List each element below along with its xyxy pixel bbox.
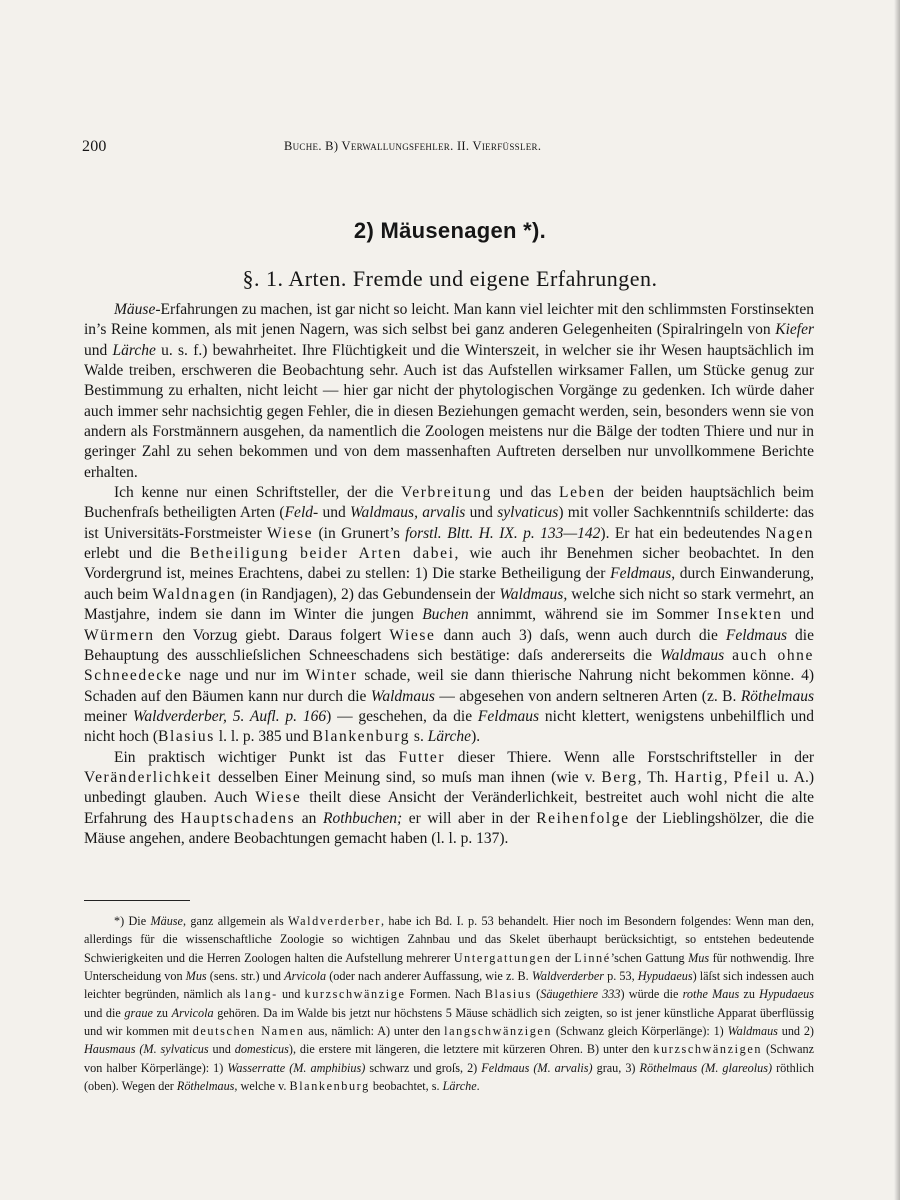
spaced-text: Blasius xyxy=(158,728,215,746)
text-run: wie auch ihr Benehmen sicher beobachtet. In den Vordergrund ist, meines Erachtens, dabei zu stellen: 1) Die starke Betheiligung der xyxy=(84,545,814,583)
spaced-text: Waldverderber xyxy=(288,914,381,928)
text-run: dieser Thiere. Wenn alle Forstschriftsteller in der xyxy=(445,748,814,766)
text-run: (Schwanz von halber Körperlänge): 1) xyxy=(84,1042,814,1075)
text-run: nage und nur im xyxy=(182,667,306,685)
text-run: ), die erstere mit längeren, die letztere mit kürzeren Ohren. B) unter den xyxy=(288,1042,654,1057)
italic-text: Feldmaus xyxy=(477,707,540,725)
italic-text: Feld- xyxy=(284,504,319,522)
spaced-text: langschwänzigen xyxy=(444,1024,553,1039)
text-run: Formen. Nach xyxy=(405,987,485,1002)
spaced-text: Hauptschadens xyxy=(180,809,296,827)
text-run: grau, 3) xyxy=(592,1060,640,1075)
text-run: , xyxy=(723,768,734,786)
text-run: (sens. str.) und xyxy=(206,969,285,984)
italic-text: Waldmaus, xyxy=(499,585,568,603)
spaced-text: Betheiligung beider Arten dabei, xyxy=(189,545,460,563)
text-run: er will aber in der xyxy=(402,809,537,827)
spaced-text: Reihenfolge xyxy=(536,809,630,827)
section-title: 2) Mäusenagen *). xyxy=(353,218,547,243)
text-run: (oder nach anderer Auffassung, wie z. B. xyxy=(326,969,532,984)
text-run: und xyxy=(84,341,113,359)
text-run: schwarz und groſs, 2) xyxy=(365,1060,482,1075)
italic-text: Röthelmaus xyxy=(740,687,814,705)
spaced-text: Untergattungen xyxy=(453,950,552,965)
spaced-text: Wiese xyxy=(389,626,436,644)
text-run: zu xyxy=(739,987,760,1002)
italic-text: forstl. Bltt. H. IX. p. 133—142 xyxy=(405,524,601,542)
text-run: u. A.) unbedingt glauben. Auch xyxy=(84,768,814,807)
text-run: -Erfahrungen zu machen, ist gar nicht so leicht. Man kann viel leichter mit den schlimmsten Forstinsekten in’s Reine kommen, als mit jenen Nagern, was sich selbst bei ganz anderen Gelegenheiten (Spiralringeln von xyxy=(84,301,814,339)
text-run: und xyxy=(318,504,351,522)
italic-text: graue xyxy=(124,1005,153,1020)
text-run: erlebt und die xyxy=(84,545,190,563)
text-run: und die xyxy=(84,1005,125,1020)
italic-text: Mäuse xyxy=(150,914,183,928)
text-run: , durch Einwanderung, auch beim xyxy=(84,565,814,603)
text-run: , ganz allgemein als xyxy=(182,914,289,928)
italic-text: Lärche xyxy=(112,341,156,359)
paragraph-3 xyxy=(84,748,814,850)
text-run: theilt diese Ansicht der Veränderlichkeit, bestreitet auch wohl nicht die alte Erfahrung des xyxy=(84,789,815,827)
text-run: und xyxy=(465,504,498,522)
italic-text: Buchen xyxy=(422,606,469,624)
spaced-text: Winter xyxy=(305,667,358,685)
footnote-rule xyxy=(84,900,190,901)
spaced-text: kurzschwänzige xyxy=(304,987,406,1002)
text-run: ) würde die xyxy=(620,987,683,1002)
italic-text: Waldmaus xyxy=(660,646,725,664)
italic-text: Feldmaus (M. arvalis) xyxy=(481,1060,593,1075)
italic-text: Mus xyxy=(688,950,710,965)
running-title: Buche. B) Verwallungsfehler. II. Vierfüssler. xyxy=(284,139,542,153)
text-run xyxy=(724,647,732,664)
spaced-text: Verbreitung xyxy=(401,484,492,502)
text-run: für nothwendig. Ihre Unterscheidung von xyxy=(84,950,814,984)
text-run: ) — geschehen, da die xyxy=(326,707,478,725)
spaced-text: Waldnagen xyxy=(152,585,237,603)
text-run: und xyxy=(277,987,305,1002)
text-run: *) Die xyxy=(114,914,151,928)
text-run: dann auch 3) daſs, wenn auch durch die xyxy=(435,626,726,644)
text-run: . xyxy=(476,1079,480,1094)
italic-text: Feldmaus xyxy=(725,626,788,644)
text-run: schade, weil sie dann thierische Nahrung nicht bekommen könne. 4) Schaden auf den Bäumen kann nur durch die xyxy=(84,667,814,705)
spaced-text: lang- xyxy=(244,987,278,1002)
text-run: der Lieblingshölzer, die die Mäuse angehen, andere Beobachtungen gemacht haben (l. l. p. 137). xyxy=(84,809,814,847)
spaced-text: Hartig xyxy=(674,768,724,786)
italic-text: Hypudaeus xyxy=(637,969,693,984)
text-run: nicht klettert, wenigstens unbehilflich und nicht hoch ( xyxy=(84,707,814,746)
text-run: (in Randjagen), 2) das Gebundensein der xyxy=(236,585,500,603)
spaced-text: Pfeil xyxy=(733,768,771,786)
text-run: die Behauptung des ausschlieſslichen Schneeschadens sich bestätige: daſs andererseits die xyxy=(84,626,814,664)
italic-text: Wasserratte (M. amphibius) xyxy=(227,1060,366,1075)
spaced-text: Blankenburg xyxy=(312,728,411,746)
text-run: (in Grunert’s xyxy=(313,524,406,542)
italic-text: Mus xyxy=(185,969,207,984)
text-run: und 2) xyxy=(777,1024,814,1039)
body-text xyxy=(84,300,814,849)
spaced-text: Futter xyxy=(398,748,446,766)
text-run: u. s. f.) bewahrheitet. Ihre Flüchtigkeit und die Winterszeit, in welcher sie ihr Wesen hauptsächlich im Walde treiben, erschweren die Beobachtung sehr. Auch ist das Aufstellen wirksamer Fallen, um Stücke genug zur Bestimmung zu erhalten, nicht leicht — hier gar nicht der phytologischen Vorgänge zu gedenken. Ich würde daher auch immer sehr nachsichtig gegen Fehler, die in diesen Beziehungen gemacht werden, sein, besonders wenn sie von andern als Forstmännern ausgehen, da namentlich die Zoologen meistens nur die Bälge der todten Thiere und nur in geringer Zahl zu sehen bekommen und von dem massenhaften Auftreten derselben nur unvollkommene Berichte erhalten. xyxy=(84,341,814,481)
italic-text: Waldmaus xyxy=(370,687,435,705)
spaced-text: Blasius xyxy=(484,987,532,1002)
text-run: meiner xyxy=(84,707,133,725)
text-run: , welche v. xyxy=(234,1079,290,1094)
text-run: ( xyxy=(531,987,541,1002)
spaced-text: kurzschwänzigen xyxy=(653,1042,763,1057)
text-run: der beiden hauptsächlich beim Buchenfraſs betheiligten Arten ( xyxy=(84,484,814,522)
italic-text: sylvaticus xyxy=(497,504,559,522)
paragraph-2 xyxy=(84,483,814,747)
text-run: s. xyxy=(410,728,428,746)
italic-text: Mäuse xyxy=(114,301,156,318)
spaced-text: auch ohne Schneedecke xyxy=(84,646,815,685)
footnote-text xyxy=(84,912,814,1095)
text-run: gehören. Da im Walde bis jetzt nur höchstens 5 Mäuse schädlich sich zeigten, so ist jener künstliche Apparat überflüssig und wir kommen mit xyxy=(84,1005,814,1039)
text-run: beobachtet, s. xyxy=(369,1079,443,1094)
italic-text: Hypudaeus xyxy=(759,987,815,1002)
spaced-text: Linné xyxy=(574,950,611,965)
spaced-text: Nagen xyxy=(765,524,814,542)
italic-text: Arvicola xyxy=(171,1005,214,1020)
page-number: 200 xyxy=(82,138,107,155)
text-run: annimmt, während sie im Sommer xyxy=(468,606,718,624)
text-run: ). Er hat ein bedeutendes xyxy=(600,524,766,542)
spaced-text: Wiese xyxy=(267,524,314,542)
text-run: Ich kenne nur einen Schriftsteller, der die xyxy=(114,484,402,502)
italic-text: rothe Maus xyxy=(682,987,740,1002)
text-run: desselben Einer Meinung sind, so muſs man ihnen (wie v. xyxy=(212,768,602,786)
text-run: welche sich nicht so stark vermehrt, an Mastjahre, indem sie dann im Winter die jungen xyxy=(84,585,814,624)
italic-text: Waldmaus xyxy=(727,1024,778,1039)
text-run: den Vorzug giebt. Daraus folgert xyxy=(154,626,390,644)
page-edge-shadow xyxy=(894,0,900,1200)
spaced-text: Insekten xyxy=(717,606,783,624)
italic-text: Waldverderber, 5. Aufl. p. 166 xyxy=(132,707,327,725)
italic-text: Kiefer xyxy=(775,321,814,339)
spaced-text: Blankenburg xyxy=(289,1079,370,1094)
italic-text: Rothbuchen; xyxy=(323,809,403,827)
spaced-text: Berg xyxy=(601,768,638,786)
italic-text: Lärche xyxy=(442,1079,477,1094)
text-run: , habe ich Bd. I. p. 53 behandelt. Hier noch im Besondern folgendes: Wenn man den, allerdings für die wissenschaftliche Zoologie so wichtigen Zahnbau und das Skelet überhaupt berücksichtigt, so entstehen bedeutende Schwierigkeiten und die Herren Zoologen halten die Aufstellung mehrerer xyxy=(84,914,814,965)
paragraph-1 xyxy=(84,300,814,483)
italic-text: Arvicola xyxy=(284,969,327,984)
spaced-text: deutschen Namen xyxy=(192,1024,305,1039)
text-run: p. 53, xyxy=(604,969,638,984)
text-run: l. l. p. 385 und xyxy=(214,728,313,746)
text-run: ) läſst sich indessen auch leichter begründen, nämlich als xyxy=(84,969,815,1002)
spaced-text: Leben xyxy=(559,484,606,502)
text-run: und xyxy=(208,1042,235,1057)
italic-text: Röthelmaus xyxy=(176,1079,235,1094)
text-run: , Th. xyxy=(637,768,675,786)
section-subtitle: §. 1. Arten. Fremde und eigene Erfahrungen. xyxy=(242,266,658,291)
italic-text: Lärche xyxy=(427,728,472,746)
text-run: der xyxy=(551,950,575,965)
italic-text: domesticus xyxy=(234,1042,289,1057)
italic-text: Hausmaus (M. sylvaticus xyxy=(84,1042,209,1057)
text-run: zu xyxy=(152,1005,172,1020)
italic-text: Feldmaus xyxy=(610,565,672,583)
running-header xyxy=(82,138,814,158)
italic-text: Waldmaus, arvalis xyxy=(350,504,466,522)
text-run: aus, nämlich: A) unter den xyxy=(304,1024,445,1039)
text-run: (Schwanz gleich Körperlänge): 1) xyxy=(552,1024,728,1039)
text-run: ). xyxy=(471,728,481,746)
text-run: — abgesehen von andern seltneren Arten (z. B. xyxy=(434,687,741,705)
text-run: Ein praktisch wichtiger Punkt ist das xyxy=(114,748,399,766)
footnote xyxy=(84,912,814,1095)
spaced-text: Würmern xyxy=(84,626,155,644)
text-run: und das xyxy=(491,484,560,502)
spaced-text: Veränderlichkeit xyxy=(84,768,213,786)
spaced-text: Wiese xyxy=(255,789,302,807)
text-run: an xyxy=(295,809,323,827)
italic-text: Röthelmaus (M. glareolus) xyxy=(639,1060,773,1075)
text-run: röthlich (oben). Wegen der xyxy=(84,1060,814,1094)
text-run: und xyxy=(782,606,815,624)
italic-text: Waldverderber xyxy=(531,969,605,984)
italic-text: Säugethiere 333 xyxy=(540,987,621,1002)
text-run: ) mit voller Sachkenntniſs schilderte: das ist Universitäts-Forstmeister xyxy=(84,504,815,542)
text-run: ’schen Gattung xyxy=(610,950,689,965)
